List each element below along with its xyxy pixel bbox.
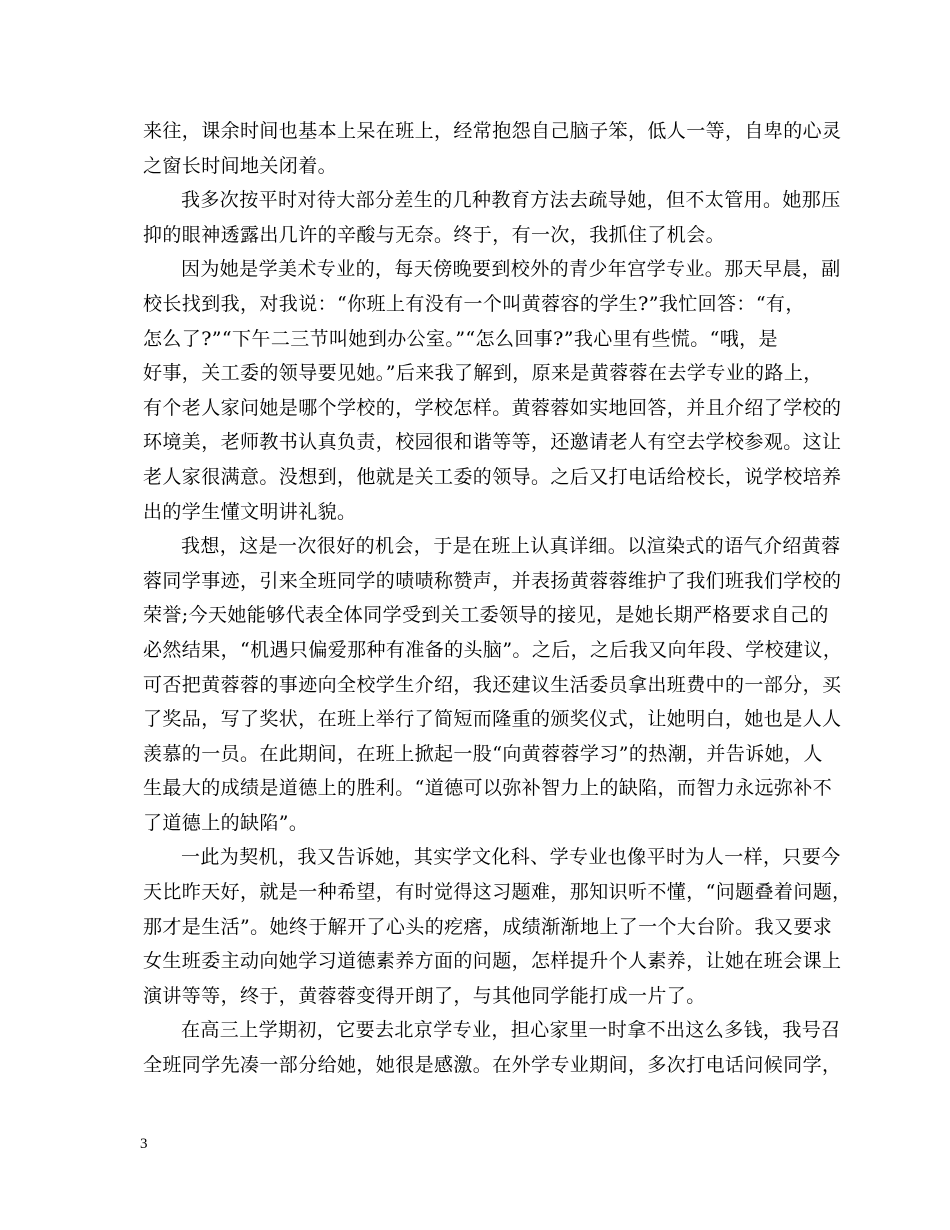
text-line: 来往，课余时间也基本上呆在班上，经常抱怨自己脑子笨，低人一等，自卑的心灵 (143, 120, 842, 142)
text-line: 怎么了?”“下午二三节叫她到办公室。”“怎么回事?”我心里有些慌。“哦，是 (143, 327, 778, 350)
text-line: 天比昨天好，就是一种希望，有时觉得这习题难，那知识听不懂，“问题叠着问题， (143, 881, 852, 904)
text-line: 老人家很满意。没想到，他就是关工委的领导。之后又打电话给校长，说学校培养 (143, 465, 842, 488)
text-line: 必然结果，“机遇只偏爱那种有准备的头脑”。之后，之后我又向年段、学校建议， (143, 638, 843, 661)
text-line: 抑的眼神透露出几许的辛酸与无奈。终于，有一次，我抓住了机会。 (143, 223, 726, 246)
text-line: 蓉同学事迹，引来全班同学的啧啧称赞声，并表扬黄蓉蓉维护了我们班我们学校的 (143, 569, 842, 592)
text-line: 女生班委主动向她学习道德素养方面的问题，怎样提升个人素养，让她在班会课上 (143, 950, 842, 973)
paragraph-first-line: 在高三上学期初，它要去北京学专业，担心家里一时拿不出这么多钱，我号召 (181, 1019, 841, 1042)
paragraph-first-line: 因为她是学美术专业的，每天傍晚要到校外的青少年宫学专业。那天早晨，副 (181, 258, 841, 281)
paragraph-first-line: 一此为契机，我又告诉她，其实学文化科、学专业也像平时为人一样，只要今 (181, 846, 841, 869)
text-line: 出的学生懂文明讲礼貌。 (143, 500, 357, 523)
text-line: 那才是生活”。她终于解开了心头的疙瘩，成绩渐渐地上了一个大台阶。我又要求 (143, 915, 833, 938)
text-line: 好事，关工委的领导要见她。”后来我了解到，原来是黄蓉蓉在去学专业的路上， (143, 362, 823, 385)
text-line: 了奖品，写了奖状，在班上举行了简短而隆重的颁奖仪式，让她明白，她也是人人 (143, 708, 842, 731)
text-line: 荣誉;今天她能够代表全体同学受到关工委领导的接见，是她长期严格要求自己的 (143, 604, 829, 627)
text-line: 生最大的成绩是道德上的胜利。“道德可以弥补智力上的缺陷，而智力永远弥补不 (143, 777, 833, 800)
text-line: 可否把黄蓉蓉的事迹向全校学生介绍，我还建议生活委员拿出班费中的一部分，买 (143, 673, 842, 696)
text-line: 全班同学先凑一部分给她，她很是感激。在外学专业期间，多次打电话问候同学， (143, 1054, 842, 1077)
paragraph-first-line: 我多次按平时对待大部分差生的几种教育方法去疏导她，但不太管用。她那压 (181, 189, 841, 212)
text-line: 环境美，老师教书认真负责，校园很和谐等等，还邀请老人有空去学校参观。这让 (143, 431, 842, 454)
text-line: 羡慕的一员。在此期间，在班上掀起一股“向黄蓉蓉学习”的热潮，并告诉她，人 (143, 742, 823, 765)
text-line: 了道德上的缺陷”。 (143, 811, 309, 834)
text-line: 有个老人家问她是哪个学校的，学校怎样。黄蓉蓉如实地回答，并且介绍了学校的 (143, 396, 842, 419)
document-body (143, 114, 852, 1083)
text-line: 之窗长时间地关闭着。 (143, 154, 338, 177)
paragraph-first-line: 我想，这是一次很好的机会，于是在班上认真详细。以渲染式的语气介绍黄蓉 (181, 535, 841, 558)
text-line: 演讲等等，终于，黄蓉蓉变得开朗了，与其他同学能打成一片了。 (143, 984, 706, 1007)
page-number: 3 (140, 1136, 148, 1152)
text-line: 校长找到我，对我说：“你班上有没有一个叫黄蓉容的学生?”我忙回答：“有， (143, 292, 805, 315)
